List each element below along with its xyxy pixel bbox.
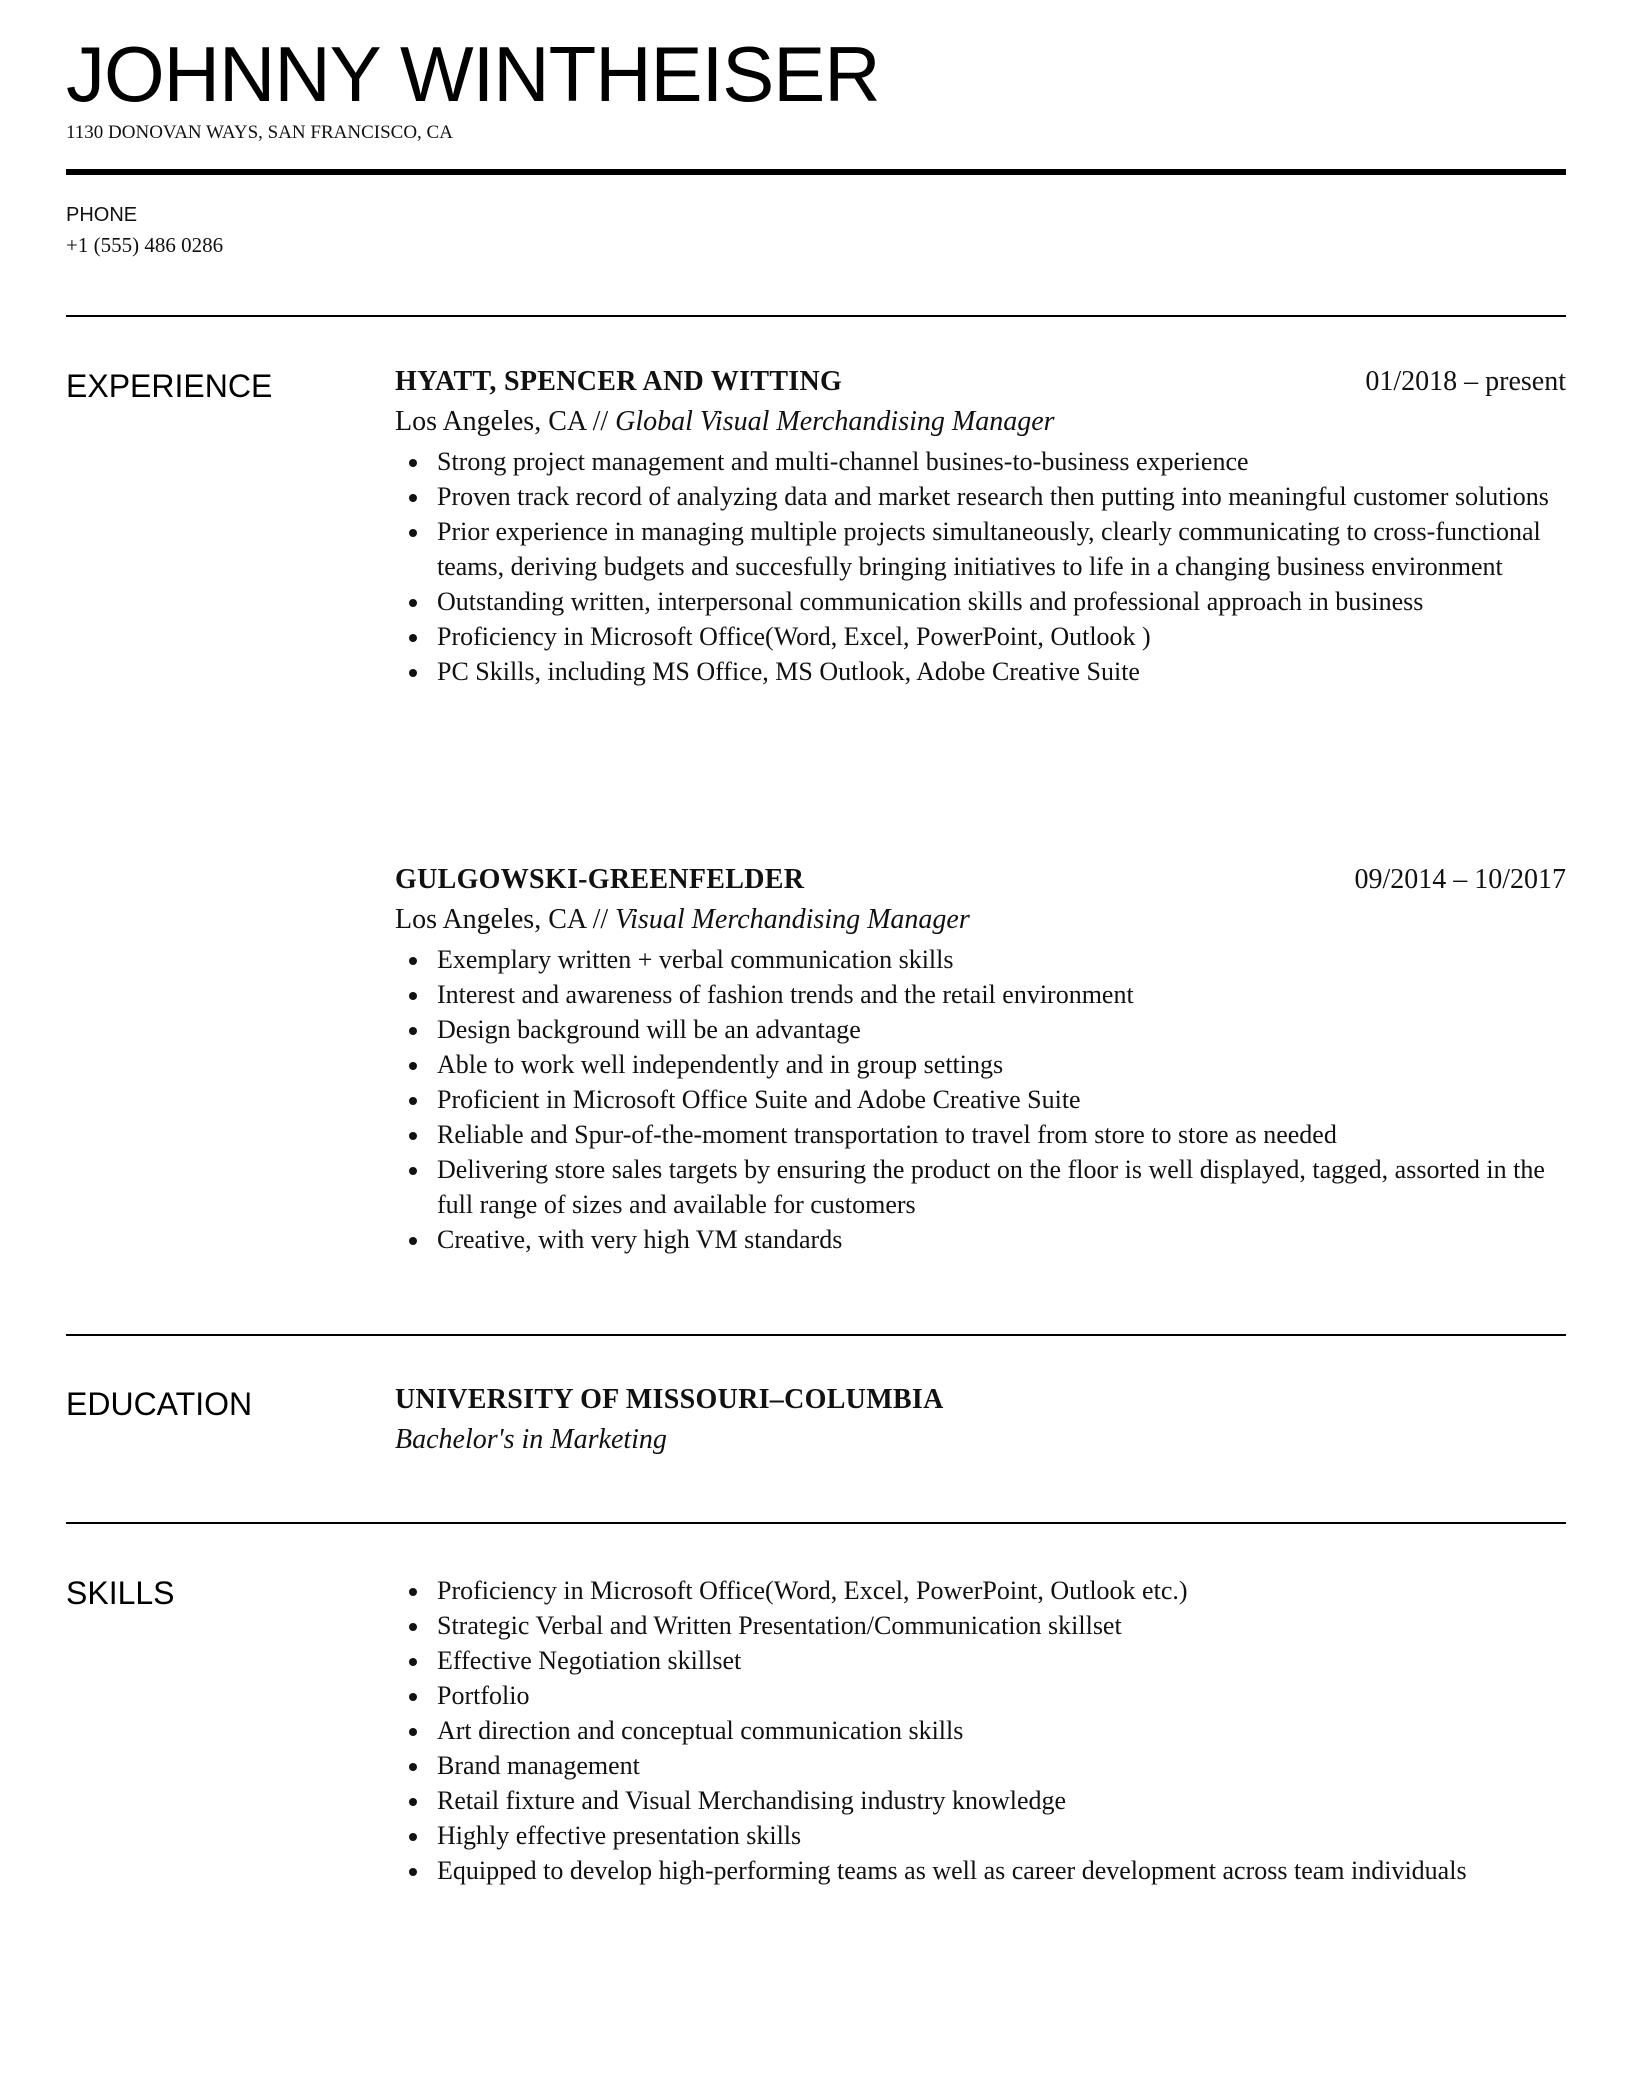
skills-entry xyxy=(395,1573,1566,1888)
experience-entry xyxy=(395,362,1566,689)
list-item: Proficient in Microsoft Office Suite and Adobe Creative Suite xyxy=(437,1082,1566,1117)
list-item: Strong project management and multi-channel busines-to-business experience xyxy=(437,444,1566,479)
candidate-address: 1130 DONOVAN WAYS, SAN FRANCISCO, CA xyxy=(66,122,453,143)
list-item: Highly effective presentation skills xyxy=(437,1818,1566,1853)
experience-entry xyxy=(395,860,1566,1257)
job-title: Visual Merchandising Manager xyxy=(615,904,970,935)
list-item: Strategic Verbal and Written Presentation/Communication skillset xyxy=(437,1608,1566,1643)
job-location: Los Angeles, CA xyxy=(395,406,586,437)
job-location: Los Angeles, CA xyxy=(395,904,586,935)
role-separator: // xyxy=(585,904,616,935)
list-item: Retail fixture and Visual Merchandising industry knowledge xyxy=(437,1783,1566,1818)
section-divider xyxy=(66,1522,1566,1524)
list-item: Outstanding written, interpersonal communication skills and professional approach in business xyxy=(437,584,1566,619)
list-item: Interest and awareness of fashion trends and the retail environment xyxy=(437,977,1566,1012)
entry-header xyxy=(395,362,1566,402)
list-item: Effective Negotiation skillset xyxy=(437,1643,1566,1678)
list-item: Creative, with very high VM standards xyxy=(437,1222,1566,1257)
header-divider xyxy=(66,169,1566,175)
education-entry xyxy=(395,1380,1566,1460)
employment-dates: 01/2018 – present xyxy=(1365,366,1566,397)
entry-header xyxy=(395,860,1566,900)
list-item: Exemplary written + verbal communication skills xyxy=(437,942,1566,977)
list-item: Design background will be an advantage xyxy=(437,1012,1566,1047)
job-title: Global Visual Merchandising Manager xyxy=(615,406,1055,437)
list-item: Delivering store sales targets by ensuring the product on the floor is well displayed, tagged, assorted in the full range of sizes and available for customers xyxy=(437,1152,1566,1222)
list-item: Prior experience in managing multiple projects simultaneously, clearly communicating to cross-functional teams, deriving budgets and succesfully bringing initiatives to life in a changing business environment xyxy=(437,514,1566,584)
location-role xyxy=(395,900,1566,940)
list-item: Brand management xyxy=(437,1748,1566,1783)
responsibility-list xyxy=(395,444,1566,689)
degree: Bachelor's in Marketing xyxy=(395,1424,667,1455)
section-divider xyxy=(66,1334,1566,1336)
skills-list xyxy=(395,1573,1566,1888)
list-item: Proficiency in Microsoft Office(Word, Excel, PowerPoint, Outlook etc.) xyxy=(437,1573,1566,1608)
phone-label: PHONE xyxy=(66,204,138,226)
list-item: Proven track record of analyzing data and market research then putting into meaningful customer solutions xyxy=(437,479,1566,514)
role-separator: // xyxy=(585,406,616,437)
company-name: GULGOWSKI-GREENFELDER xyxy=(395,864,805,895)
phone-number: +1 (555) 486 0286 xyxy=(66,233,224,257)
skills-heading: SKILLS xyxy=(66,1575,175,1611)
employment-dates: 09/2014 – 10/2017 xyxy=(1354,864,1566,895)
list-item: PC Skills, including MS Office, MS Outlook, Adobe Creative Suite xyxy=(437,654,1566,689)
list-item: Art direction and conceptual communication skills xyxy=(437,1713,1566,1748)
candidate-name: JOHNNY WINTHEISER xyxy=(66,30,880,118)
section-divider xyxy=(66,315,1566,317)
list-item: Reliable and Spur-of-the-moment transportation to travel from store to store as needed xyxy=(437,1117,1566,1152)
responsibility-list xyxy=(395,942,1566,1257)
list-item: Able to work well independently and in group settings xyxy=(437,1047,1566,1082)
list-item: Equipped to develop high-performing teams as well as career development across team individuals xyxy=(437,1853,1566,1888)
list-item: Proficiency in Microsoft Office(Word, Excel, PowerPoint, Outlook ) xyxy=(437,619,1566,654)
location-role xyxy=(395,402,1566,442)
company-name: HYATT, SPENCER AND WITTING xyxy=(395,366,843,397)
school-name: UNIVERSITY OF MISSOURI–COLUMBIA xyxy=(395,1384,944,1415)
education-heading: EDUCATION xyxy=(66,1386,253,1422)
experience-heading: EXPERIENCE xyxy=(66,368,273,404)
list-item: Portfolio xyxy=(437,1678,1566,1713)
